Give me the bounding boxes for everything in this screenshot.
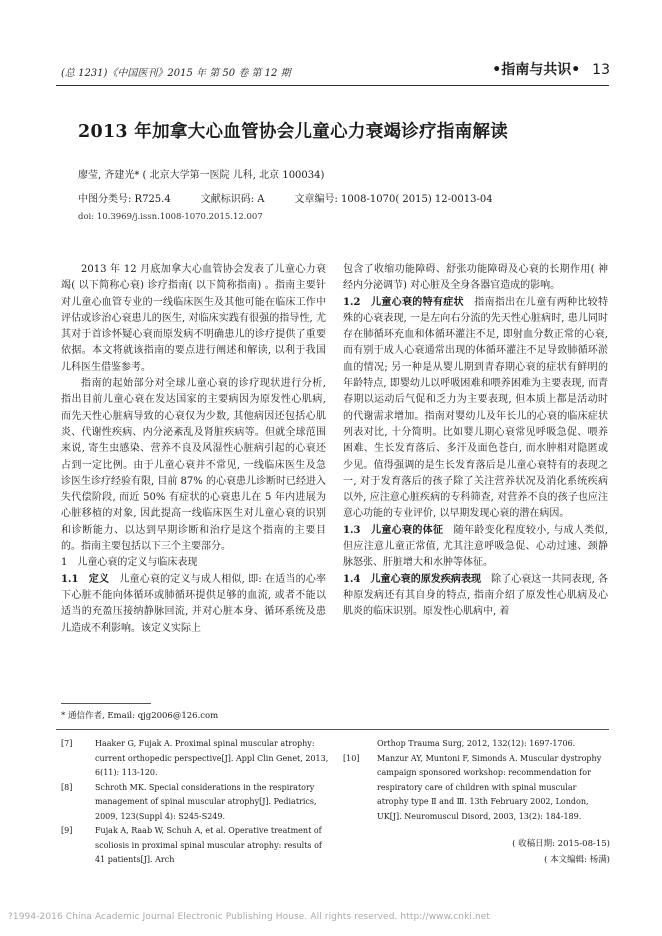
subsection-text: 除了心衰这一共同表现, 各种原发病还有其自身的特点, 指南介绍了原发性心肌病及心肌炎的临床识别。原发性心肌病中, 着	[343, 573, 608, 618]
reference-number: [8]	[61, 782, 73, 792]
reference-text: Manzur AY, Muntoni F, Simonds A. Muscular dystrophy campaign sponsored workshop: recommendation for respiratory care of children with spinal muscular atrophy type Ⅱ and Ⅲ. 13th February 2002, London, UK[J]. Neuromuscul Disord, 2003, 13(2): 184-189.	[377, 753, 602, 821]
doc-code: 文献标识码: A	[200, 194, 265, 205]
reference-text: Fujak A, Raab W, Schuh A, et al. Operative treatment of scoliosis in proximal spinal muscular atrophy: results of 41 patients[J]. Arch	[95, 826, 322, 864]
received-date: ( 收稿日期: 2015-08-15)	[512, 839, 610, 849]
subsection-heading: 1.1 定义	[61, 573, 110, 585]
reference-number: [10]	[343, 753, 360, 763]
body-paragraph: 指南的起始部分对全球儿童心衰的诊疗现状进行分析, 指出目前儿童心衰在发达国家的主要病因为原发性心肌病, 而先天性心脏病导致的心衰仅为少数, 其他病因还包括心肌炎、代谢性疾病、内分泌紊乱及肾脏疾病等。但就全球范围来说, 寄生虫感染、营养不良及风湿性心脏病引起的心衰还占到一定比例。由于儿童心衰并不常见, 一线临床医生及急诊医生诊疗经验有限, 目前 87% 的心衰患儿诊断时已经进入失代偿阶段, 而近 50% 有症状的心衰患儿在 5 年内进展为心脏移植的对象, 因此提高一线临床医生对儿童心衰的识别和诊断能力、以达到早期诊断和治疗是这个指南的主要目的。指南主要包括以下三个主要部分。	[61, 378, 326, 553]
reference-text: Haaker G, Fujak A. Proximal spinal muscular atrophy: current orthopedic perspective[J]. Appl Clin Genet, 2013, 6(11): 113-120.	[95, 739, 329, 777]
body-paragraph: 2013 年 12 月底加拿大心血管协会发表了儿童心力衰竭( 以下简称心衰) 诊疗指南( 以下简称指南) 。指南主要针对儿童心血管专业的一线临床医生及其他可能在临床工作中评估或诊治心衰患儿的医生, 对临床实践有很强的指导性, 尤其对于首诊怀疑心衰而原发病不明确患儿的诊疗提供了重要依据。本文将就该指南的要点进行阐述和解读, 以利于我国儿科医生借鉴参考。	[61, 264, 326, 373]
references-rule	[56, 729, 609, 730]
reference-entry	[343, 737, 609, 752]
section-label: •指南与共识•	[492, 62, 581, 78]
subsection-heading: 1.3 儿童心衰的体征	[343, 524, 444, 536]
reference-number: [7]	[61, 739, 73, 748]
class-number: 中图分类号: R725.4	[78, 194, 171, 205]
references-left	[61, 737, 329, 868]
subsection-paragraph	[343, 523, 608, 572]
reference-number: [9]	[61, 826, 73, 835]
page-number: 13	[592, 62, 610, 78]
body-column-left	[61, 262, 326, 692]
header-rule	[56, 85, 609, 86]
reference-entry	[343, 752, 609, 825]
journal-header: (总 1231)《中国医刊》2015 年 第 50 卷 第 12 期	[61, 68, 291, 79]
subsection-text: 随年龄变化程度较小, 与成人类似, 但应注意儿童正常值, 尤其注意呼吸急促、心动过速、颈静脉怒张、肝脏增大和水肿等体征。	[343, 524, 608, 569]
reference-entry	[61, 824, 329, 868]
editor-note: ( 本文编辑: 杨满)	[544, 855, 610, 865]
subsection-paragraph	[343, 572, 608, 621]
subsection-heading: 1.4 儿童心衰的原发疾病表现	[343, 573, 482, 585]
subsection-heading: 1.2 儿童心衰的特有症状	[343, 296, 464, 308]
corresponding-author-footnote: * 通信作者, Email: qjg2006@126.com	[61, 711, 219, 721]
reference-text: Orthop Trauma Surg, 2012, 132(12): 1697-1706.	[377, 739, 576, 748]
reference-entry	[61, 781, 329, 825]
section-heading: 1 儿童心衰的定义与临床表现	[61, 557, 198, 569]
authors: 廖莹, 齐建光* ( 北京大学第一医院 儿科, 北京 100034)	[78, 170, 325, 181]
subsection-paragraph	[61, 572, 326, 637]
reference-text: Schroth MK. Special considerations in the respiratory management of spinal muscular atrophy[J]. Pediatrics, 2009, 123(Suppl 4): S245-S249.	[95, 782, 317, 821]
section-header	[492, 59, 610, 79]
article-number: 文章编号: 1008-1070( 2015) 12-0013-04	[294, 194, 493, 205]
body-column-right	[343, 262, 608, 692]
doi: doi: 10.3969/j.issn.1008-1070.2015.12.007	[78, 212, 263, 222]
article-title: 2013 年加拿大心血管协会儿童心力衰竭诊疗指南解读	[78, 122, 509, 142]
body-paragraph: 包含了收缩功能障碍、舒张功能障碍及心衰的长期作用( 神经内分泌调节) 对心脏及全身各器官造成的影响。	[343, 264, 608, 292]
references-right	[343, 737, 609, 824]
article-codes	[78, 190, 523, 205]
subsection-text: 儿童心衰的定义与成人相似, 即: 在适当的心率下心脏不能向体循环或肺循环提供足够的血流, 或者不能以适当的充盈压接纳静脉回流, 并对心脏本身、循环系统及患儿造成不利影响。该定义实际上	[61, 573, 326, 634]
copyright-footer: ?1994-2016 China Academic Journal Electronic Publishing House. All rights reserved. http://www.cnki.net	[8, 912, 491, 922]
subsection-text: 指南指出在儿童有两种比较特殊的心衰表现, 一是左向右分流的先天性心脏病时, 患儿同时存在肺循环充血和体循环灌注不足, 即射血分数正常的心衰, 而有别于成人心衰通常出现的体循环灌注不足导致肺循环淤血的情况; 另一种是从婴儿期到青春期心衰的症状有鲜明的年龄特点, 即婴幼儿以呼吸困难和喂养困难为主要表现, 而青春期以运动后气促和乏力为主要表现, 但本质上都是活动时的代谢需求增加。指南对婴幼儿及年长儿的心衰的临床症状列表对比, 十分简明。比如婴儿期心衰常见呼吸急促、喂养困难、生长发育落后、多汗及面色苍白, 而水肿相对隐匿或少见。值得强调的是生长发育落后是儿童心衰特有的表现之一, 对于发育落后的孩子除了关注营养状况及消化系统疾病以外, 应注意心脏疾病的专科筛查, 对营养不良的孩子也应注意心功能的专业评价, 以早期发现心衰的潜在病因。	[343, 296, 608, 520]
footnote-rule	[61, 703, 151, 704]
subsection-paragraph	[343, 295, 608, 523]
reference-entry	[61, 737, 329, 781]
